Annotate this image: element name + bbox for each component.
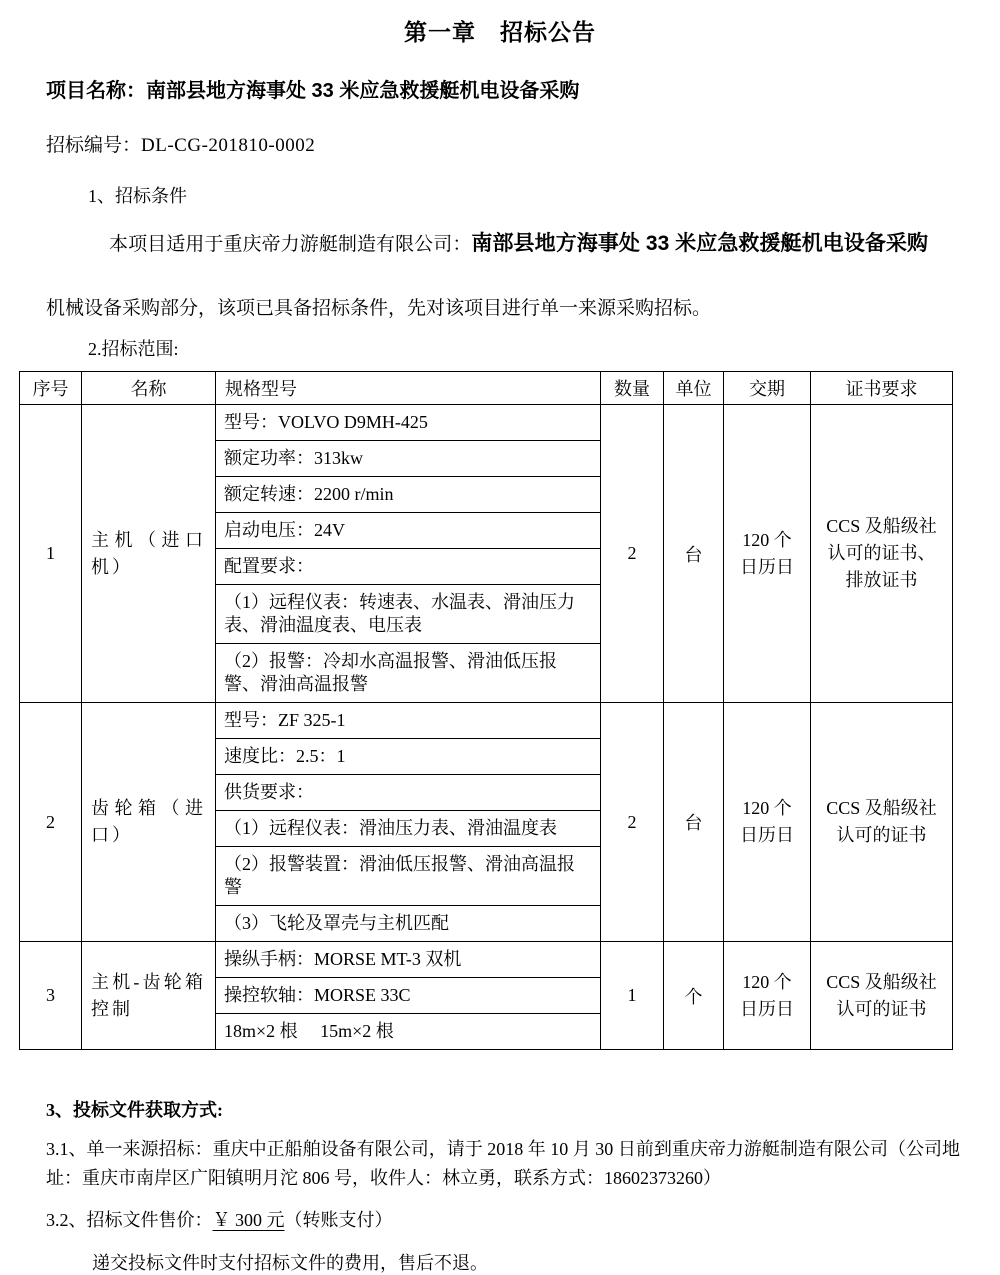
spec-item [216,810,600,846]
spec-item [216,548,600,584]
section-1-text-prefix: 本项目适用于重庆帝力游艇制造有限公司： [109,234,472,255]
price-label: 3.2、招标文件售价： [46,1210,213,1230]
qty-cell: 2 [601,405,664,703]
delivery-cell: 120 个日历日 [724,942,811,1050]
header-serial: 序号 [20,372,82,405]
section-3-heading: 3、投标文件获取方式: [46,1100,223,1120]
spec-item-text: 操纵手柄：MORSE MT-3 双机 [224,949,462,969]
serial-cell: 3 [20,942,82,1050]
spec-item-text: 供货要求： [224,782,314,802]
spec-item-text: （2）报警装置：滑油低压报警、滑油高温报警 [224,854,575,897]
name-cell: 齿轮箱（进口） [82,703,216,942]
spec-cell [216,942,601,1050]
price-value: ￥ 300 元 [212,1210,285,1230]
spec-item-text: 额定功率：313kw [224,448,363,468]
cert-cell: CCS 及船级社认可的证书 [811,942,953,1050]
spec-item [216,774,600,810]
spec-item-text: （1）远程仪表：转速表、水温表、滑油压力表、滑油温度表、电压表 [224,592,575,635]
section-3-item-1: 3.1、单一来源招标：重庆中正船舶设备有限公司，请于 2018 年 10 月 30 日前到重庆帝力游艇制造有限公司（公司地址：重庆市南岸区广阳镇明月沱 806 号，收件人：林立勇，联系方式：18602373260） [46,1139,960,1188]
spec-item-text: 启动电压：24V [224,520,345,540]
spec-item [216,905,600,941]
spec-item [216,584,600,643]
spec-item [216,703,600,738]
header-unit: 单位 [664,372,724,405]
spec-list [216,942,600,1049]
section-1-text-bold: 南部县地方海事处 33 米应急救援艇机电设备采购 [471,232,928,255]
cert-cell: CCS 及船级社认可的证书 [811,703,953,942]
spec-item [216,643,600,702]
section-3-item-2 [46,1206,1000,1232]
table-row [20,703,953,942]
spec-item-text: （3）飞轮及罩壳与主机匹配 [224,913,449,933]
unit-cell: 台 [664,703,724,942]
unit-cell: 台 [664,405,724,703]
spec-item-text: 额定转速：2200 r/min [224,484,394,504]
payment-method: （转账支付） [284,1210,393,1230]
delivery-cell: 120 个日历日 [724,703,811,942]
name-cell: 主机-齿轮箱控制 [82,942,216,1050]
header-delivery: 交期 [724,372,811,405]
spec-item-text: 型号：ZF 325-1 [224,710,346,730]
spec-item-text: （2）报警：冷却水高温报警、滑油低压报警、滑油高温报警 [224,651,557,694]
spec-item-text: 配置要求： [224,556,314,576]
spec-item [216,476,600,512]
spec-item [216,512,600,548]
spec-item [216,440,600,476]
spec-item [216,405,600,440]
table-header-row [20,372,953,405]
section-1-heading: 1、招标条件 [88,186,187,206]
spec-list [216,703,600,941]
spec-item-text: （1）远程仪表：滑油压力表、滑油温度表 [224,818,557,838]
header-cert: 证书要求 [811,372,953,405]
tender-number-label: 招标编号： [46,135,142,156]
serial-cell: 2 [20,703,82,942]
spec-item-text: 型号：VOLVO D9MH-425 [224,412,428,432]
qty-cell: 2 [601,703,664,942]
project-name-value: 南部县地方海事处 33 米应急救援艇机电设备采购 [146,80,580,102]
spec-item-text: 操控软轴：MORSE 33C [224,985,411,1005]
spec-item [216,738,600,774]
spec-item [216,1013,600,1049]
qty-cell: 1 [601,942,664,1050]
serial-cell: 1 [20,405,82,703]
header-qty: 数量 [601,372,664,405]
spec-item-text: 速度比：2.5：1 [224,746,346,766]
table-row [20,942,953,1050]
spec-item [216,846,600,905]
spec-item [216,942,600,977]
section-1-paragraph [46,212,928,341]
page-title: 第一章 招标公告 [404,20,596,45]
tender-number-value: DL-CG-201810-0002 [141,135,316,156]
table-row [20,405,953,703]
delivery-cell: 120 个日历日 [724,405,811,703]
cert-cell: CCS 及船级社认可的证书、排放证书 [811,405,953,703]
tender-number-line [46,130,1000,157]
spec-item-text: 18m×2 根 15m×2 根 [224,1021,394,1041]
header-name: 名称 [82,372,216,405]
spec-list [216,405,600,702]
unit-cell: 个 [664,942,724,1050]
tender-scope-table [19,371,953,1050]
spec-item [216,977,600,1013]
project-name-label: 项目名称： [46,80,146,102]
spec-cell [216,703,601,942]
section-1-text-suffix: 机械设备采购部分，该项已具备招标条件，先对该项目进行单一来源采购招标。 [46,298,712,319]
header-spec: 规格型号 [216,372,601,405]
payment-note: 递交投标文件时支付招标文件的费用，售后不退。 [92,1253,488,1273]
section-2-heading: 2.招标范围: [88,339,179,359]
spec-cell [216,405,601,703]
project-name-line [46,74,1000,103]
name-cell: 主机（进口机） [82,405,216,703]
